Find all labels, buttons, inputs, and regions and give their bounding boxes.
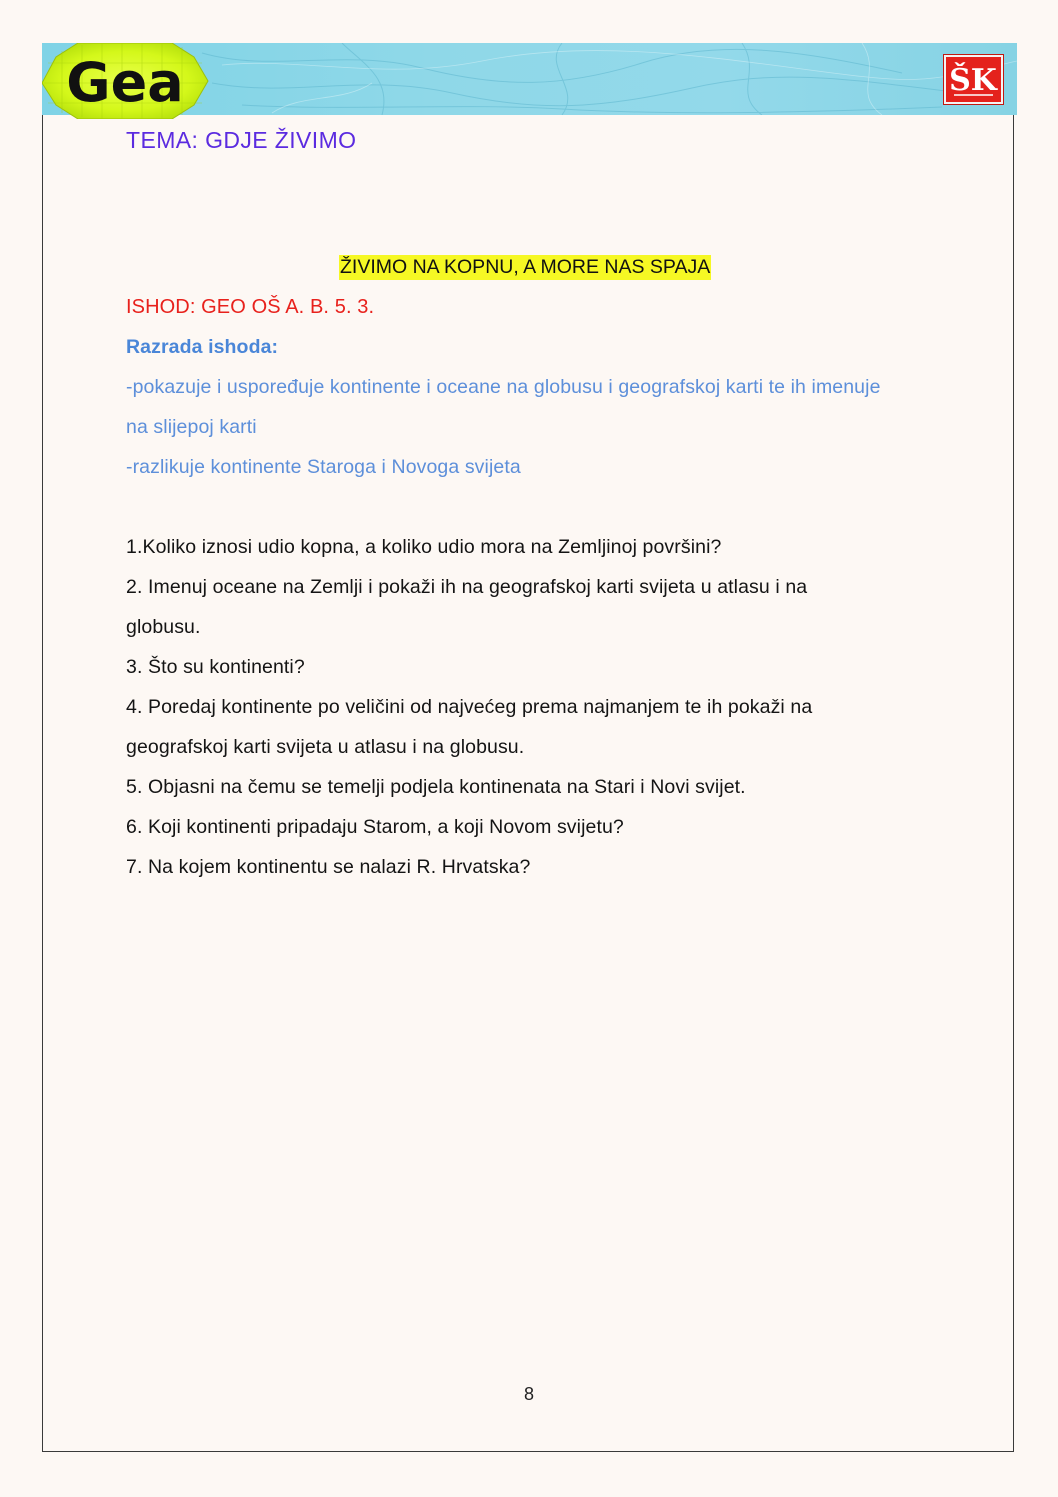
question-line: 3. Što su kontinenti? [126,656,305,678]
topic-title: TEMA: GDJE ŽIVIMO [126,127,357,153]
question-line: 6. Koji kontinenti pripadaju Starom, a koji Novom svijetu? [126,816,624,838]
question-line: globusu. [126,616,201,638]
svg-text:ŠK: ŠK [949,63,997,98]
gea-logo [42,43,210,119]
publisher-logo [944,55,1003,104]
lesson-title: ŽIVIMO NA KOPNU, A MORE NAS SPAJA [340,256,711,278]
page-number: 8 [523,1384,534,1404]
gea-logo-text: Gea [66,51,184,114]
learning-outcome: ISHOD: GEO OŠ A. B. 5. 3. [126,296,375,318]
elaboration-line: -razlikuje kontinente Staroga i Novoga svijeta [126,456,521,478]
elaboration-line: na slijepoj karti [126,416,257,438]
elaboration-line: -pokazuje i uspoređuje kontinente i oceane na globusu i geografskoj karti te ih imenuje [126,376,881,398]
sk-logo-icon [946,57,1001,102]
question-line: 1.Koliko iznosi udio kopna, a koliko udio mora na Zemljinoj površini? [126,536,722,558]
question-line: 5. Objasni na čemu se temelji podjela kontinenata na Stari i Novi svijet. [126,776,746,798]
question-line: geografskoj karti svijeta u atlasu i na globusu. [126,736,525,758]
question-line: 7. Na kojem kontinentu se nalazi R. Hrvatska? [126,856,531,878]
question-line: 2. Imenuj oceane na Zemlji i pokaži ih na geografskoj karti svijeta u atlasu i na [126,576,808,598]
question-line: 4. Poredaj kontinente po veličini od najvećeg prema najmanjem te ih pokaži na [126,696,813,718]
elaboration-label: Razrada ishoda: [126,336,279,358]
